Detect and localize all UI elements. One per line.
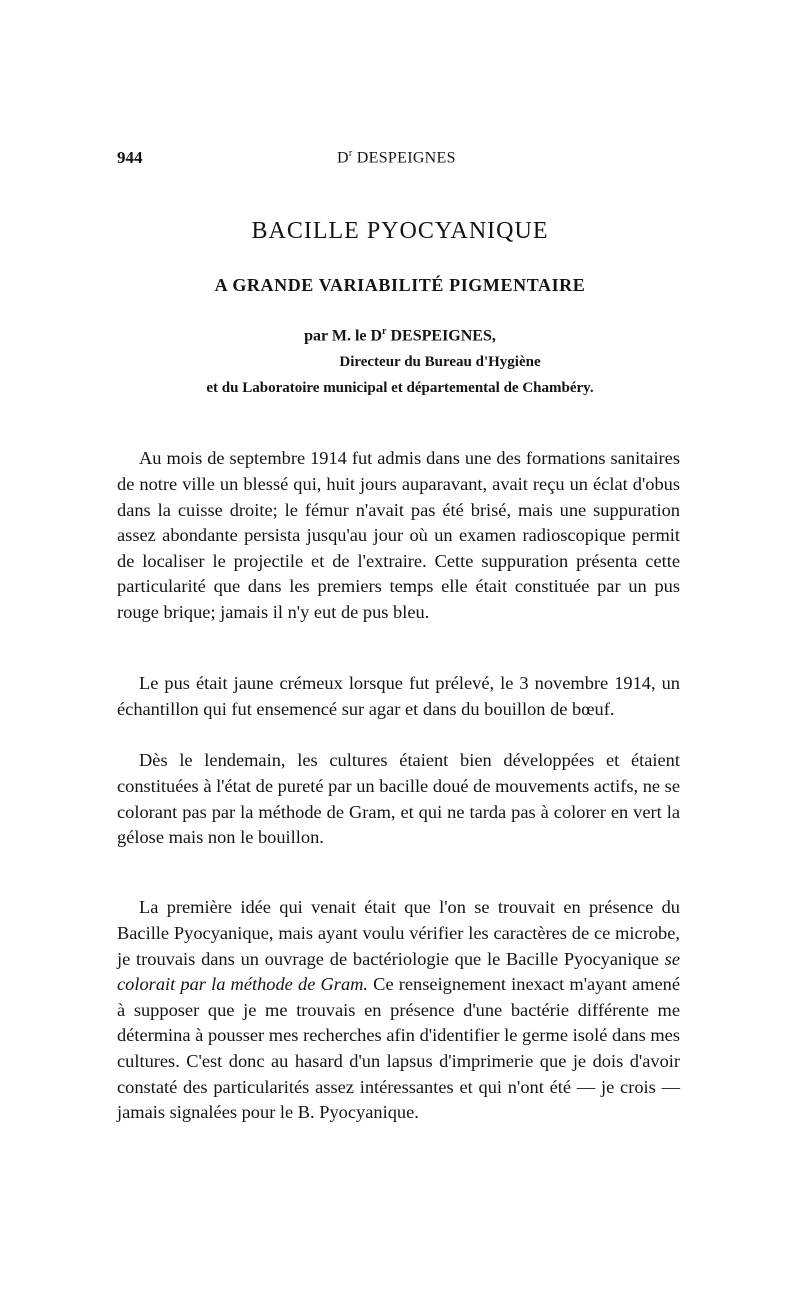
paragraph-3: Dès le lendemain, les cultures étaient bien développées et étaient constituées à l'état de pureté par un bacille doué de mouvements actifs, ne se colorant pas par la méthode de Gram, et qui ne tarda pas à colorer en vert la gélose mais non le bouillon.	[117, 750, 680, 848]
author-byline	[0, 326, 800, 345]
page-header	[117, 148, 680, 172]
paragraph-2: Le pus était jaune crémeux lorsque fut prélevé, le 3 novembre 1914, un échantillon qui fut ensemencé sur agar et dans du bouillon de bœuf.	[117, 673, 680, 719]
paragraph-4	[117, 895, 680, 1125]
page-number: 944	[117, 148, 143, 167]
article-subtitle: A GRANDE VARIABILITÉ PIGMENTAIRE	[214, 275, 586, 295]
running-head-prefix: D	[337, 149, 349, 167]
byline-prefix: par M. le D	[304, 327, 383, 345]
paragraph-1: Au mois de septembre 1914 fut admis dans une des formations sanitaires de notre ville un blessé qui, huit jours auparavant, avait reçu un éclat d'obus dans la cuisse droite; le fémur n'avait pas été brisé, mais une suppuration assez abondante persista jusqu'au jour où un examen radioscopique permit de localiser le projectile et de l'extraire. Cette suppuration présenta cette particularité que dans les premiers temps elle était constituée par un pus rouge brique; jamais il n'y eut de pus bleu.	[117, 448, 680, 622]
running-head	[337, 148, 456, 167]
article-title: BACILLE PYOCYANIQUE	[251, 218, 549, 244]
affiliation-line-1: Directeur du Bureau d'Hygiène	[339, 354, 541, 370]
running-head-name: DESPEIGNES	[352, 149, 456, 167]
paragraph-4-text-a: La première idée qui venait était que l'on se trouvait en présence du Bacille Pyocyanique, mais ayant voulu vérifier les caractères de ce microbe, je trouvais dans un ouvrage de bactériologie que le Bacille Pyocyanique	[117, 897, 680, 969]
byline-name: DESPEIGNES,	[386, 327, 496, 345]
paragraph-4-text-b: Ce renseignement inexact m'ayant amené à supposer que je me trouvais en présence d'une bactérie différente me détermina à pousser mes recherches afin d'identifier le germe isolé dans mes cultures. C'est donc au hasard d'un lapsus d'imprimerie que je dois d'avoir constaté des particularités assez intéressantes et qui n'ont été — je crois — jamais signalées pour le B. Pyocyanique.	[117, 974, 680, 1123]
affiliation-line-2: et du Laboratoire municipal et départemental de Chambéry.	[206, 380, 594, 396]
paragraph-4-italic: se colorait par la méthode de Gram.	[117, 948, 680, 995]
running-head-sup: r	[348, 148, 353, 159]
byline-sup: r	[382, 326, 387, 337]
